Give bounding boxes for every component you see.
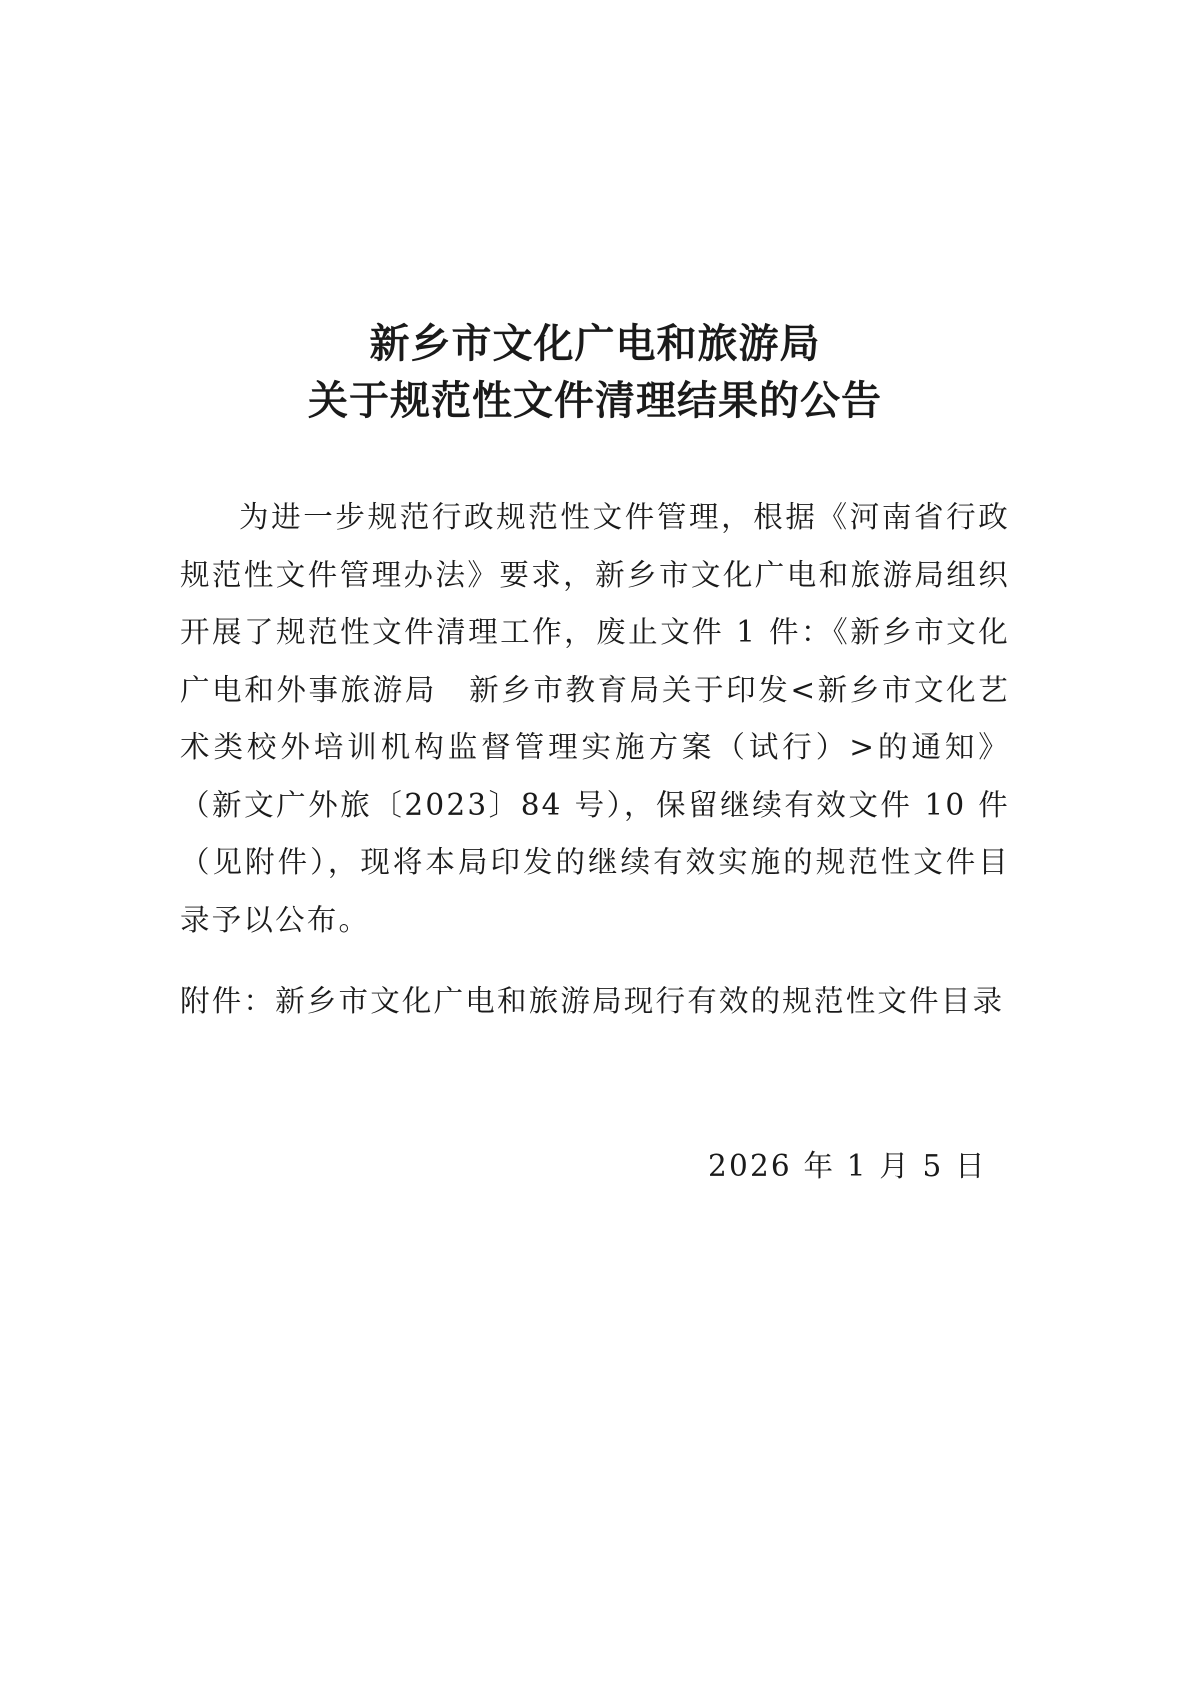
title-line-2: 关于规范性文件清理结果的公告 [308,378,882,424]
body-paragraph: 为进一步规范行政规范性文件管理，根据《河南省行政规范性文件管理办法》要求，新乡市文化广电和旅游局组织开展了规范性文件清理工作，废止文件 1 件：《新乡市文化广电和外事旅游局 新乡市教育局关于印发<新乡市文化艺术类校外培训机构监督管理实施方案（试行）>的通知》（新文广外旅〔2023〕84 号），保留继续有效文件 10 件（见附件），现将本局印发的继续有效实施的规范性文件目录予以公布。 [180,500,1010,937]
title-line-1: 新乡市文化广电和旅游局 [369,321,821,367]
attachment-line: 附件：新乡市文化广电和旅游局现行有效的规范性文件目录 [180,984,1005,1018]
document-date: 2026 年 1 月 5 日 [708,1149,987,1183]
document-title [0,316,1190,430]
